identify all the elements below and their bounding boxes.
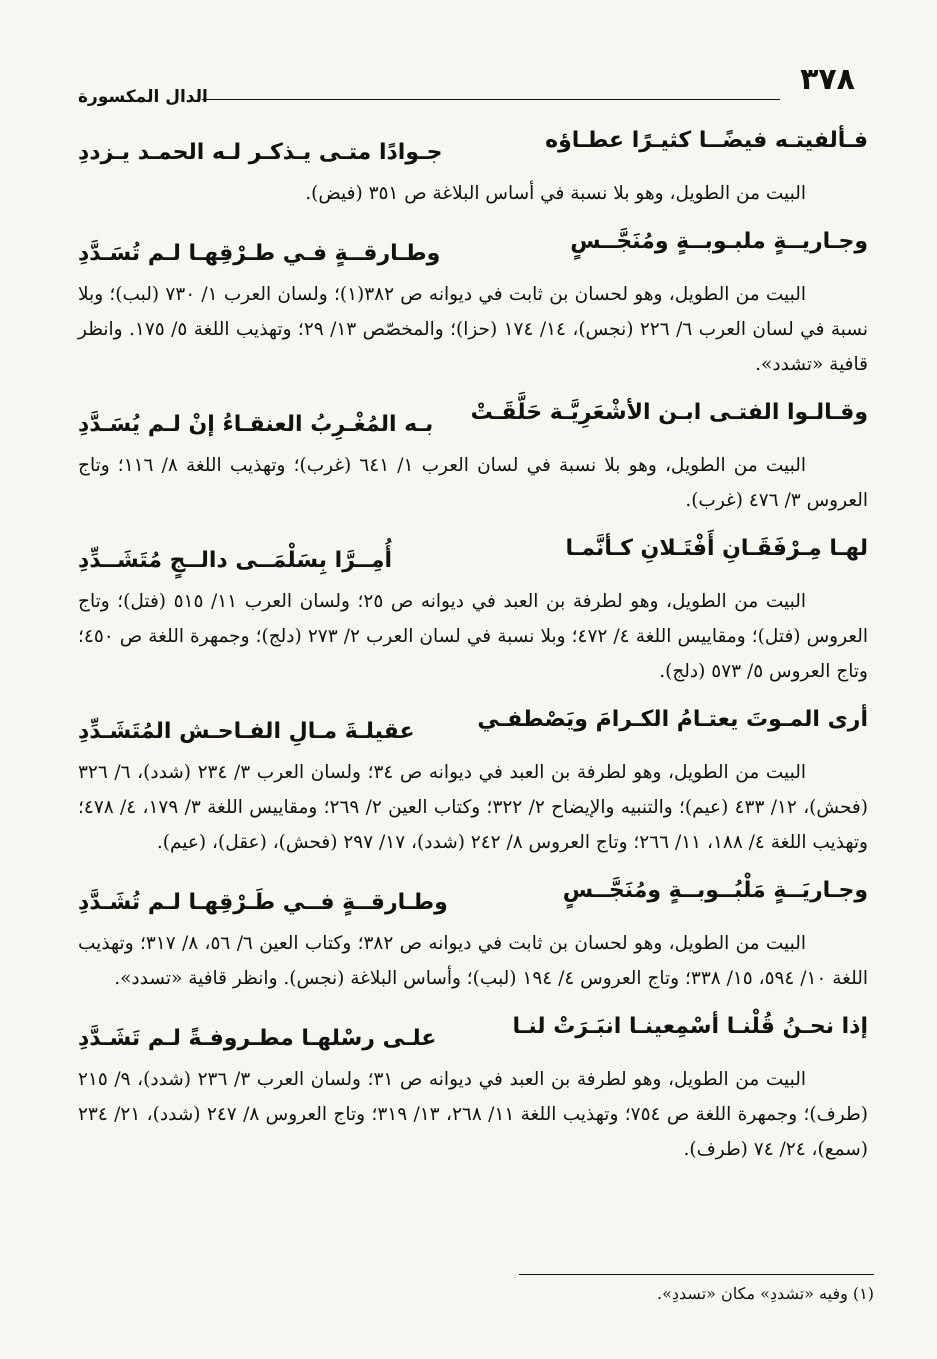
second-hemistich: علـى رسْلهـا مطـروفـةً لـم تَشَـدَّدِ — [78, 1026, 437, 1051]
verse-entry — [78, 394, 868, 518]
verse-commentary: البيت من الطويل، وهو لحسان بن ثابت في ديوانه ص ٣٨٢؛ وكتاب العين ٦/ ٥٦، ٨/ ٣١٧؛ وتهذيب اللغة ١٠/ ٥٩٤، ١٥/ ٣٣٨؛ وتاج العروس ٤/ ١٩٤ (لبب)؛ وأساس البلاغة (نجس). وانظر قافية «تسدد». — [78, 933, 868, 989]
first-hemistich: لهـا مِـرْفَقَـانِ أَفْتَـلانِ كـأنَّمـا — [565, 536, 868, 561]
first-hemistich: أرى المـوتَ يعتـامُ الكـرامَ ويَصْطفـي — [477, 707, 868, 732]
second-hemistich: أُمِــرَّا بِسَلْمَــى دالــجٍ مُتَشَــدِّدِ — [78, 548, 393, 573]
page-number: ٣٧٨ — [800, 62, 855, 97]
verse-entry — [78, 872, 868, 996]
verse-entry — [78, 122, 868, 211]
first-hemistich: وجـاريَــةٍ مَلْبُــوبــةٍ ومُنَجَّــسٍ — [562, 878, 868, 903]
verse-commentary: البيت من الطويل، وهو بلا نسبة في لسان العرب ١/ ٦٤١ (غرب)؛ وتهذيب اللغة ٨/ ١١٦؛ وتاج العروس ٣/ ٤٧٦ (غرب). — [78, 455, 868, 511]
verse-commentary: البيت من الطويل، وهو لطرفة بن العبد في ديوانه ص ٣٤؛ ولسان العرب ٣/ ٢٣٤ (شدد)، ٦/ ٣٢٦ (فحش)، ١٢/ ٤٣٣ (عيم)؛ والتنبيه والإيضاح ٢/ ٣٢٢؛ وكتاب العين ٢/ ٢٦٩؛ ومقاييس اللغة ٣/ ١٧٩، ٤/ ٤٧٨؛ وتهذيب اللغة ٤/ ١٨٨، ١١/ ٢٦٦؛ وتاج العروس ٨/ ٢٤٢ (شدد)، ١٧/ ٢٩٧ (فحش)، (عقل)، (عيم). — [78, 762, 868, 853]
second-hemistich: وطـارقــةٍ فـي طـرْقِهـا لـم تُسَـدَّدِ — [78, 241, 441, 266]
verse-entry — [78, 223, 868, 382]
verse-entry — [78, 530, 868, 689]
footnote-rule — [519, 1274, 874, 1275]
second-hemistich: جـوادًا متـى يـذكـر لـه الحمـد يـزددِ — [78, 140, 443, 165]
first-hemistich: وقـالـوا الفتـى ابـن الأشْعَرِيَّـة حَلَّقَـتْ — [470, 400, 868, 425]
second-hemistich: بـه المُغْـرِبُ العنقـاءُ إنْ لـم يُسَـدَّدِ — [78, 412, 434, 437]
main-text — [78, 122, 868, 1179]
verse-line — [78, 530, 868, 580]
running-head: الدال المكسورة — [78, 87, 208, 107]
second-hemistich: عقيلـةَ مـالِ الفـاحـش المُتَشَـدِّدِ — [78, 719, 415, 744]
first-hemistich: فـألفيتـه فيضًــا كثيـرًا عطـاؤه — [545, 128, 868, 153]
first-hemistich: إذا نحـنُ قُلْنـا أسْمِعينـا انبَـرَتْ لنـا — [512, 1014, 868, 1039]
verse-line — [78, 1008, 868, 1058]
verse-line — [78, 394, 868, 444]
first-hemistich: وجـاريــةٍ ملبـوبــةٍ ومُنَجَّــسٍ — [570, 229, 868, 254]
verse-commentary: البيت من الطويل، وهو لطرفة بن العبد في ديوانه ص ٣١؛ ولسان العرب ٣/ ٢٣٦ (شدد)، ٩/ ٢١٥ (طرف)؛ وجمهرة اللغة ص ٧٥٤؛ وتهذيب اللغة ١١/ ٢٦٨، ١٣/ ٣١٩؛ وتاج العروس ٨/ ٢٤٧ (شدد)، ٢١/ ٢٣٤ (سمع)، ٢٤/ ٧٤ (طرف). — [78, 1069, 868, 1160]
second-hemistich: وطـارقــةٍ فــي طَـرْقِهـا لـم تُشَـدَّدِ — [78, 890, 448, 915]
verse-line — [78, 223, 868, 273]
verse-commentary: البيت من الطويل، وهو لطرفة بن العبد في ديوانه ص ٢٥؛ ولسان العرب ١١/ ٥١٥ (فتل)؛ وتاج العروس (فتل)؛ ومقاييس اللغة ٤/ ٤٧٢؛ وبلا نسبة في لسان العرب ٢/ ٢٧٣ (دلج)؛ وجمهرة اللغة ص ٤٥٠؛ وتاج العروس ٥/ ٥٧٣ (دلج). — [78, 591, 869, 682]
footnote: (١) وفيه «تشددِ» مكان «تسددِ». — [657, 1284, 874, 1303]
header-rule — [202, 99, 780, 100]
verse-entry — [78, 701, 868, 860]
verse-line — [78, 701, 868, 751]
verse-commentary: البيت من الطويل، وهو لحسان بن ثابت في ديوانه ص ٣٨٢(١)؛ ولسان العرب ١/ ٧٣٠ (لبب)؛ وبلا نسبة في لسان العرب ٦/ ٢٢٦ (نجس)، ١٤/ ١٧٤ (حزا)؛ والمخصّص ١٣/ ٢٩؛ وتهذيب اللغة ٥/ ١٧٥. وانظر قافية «تشدد». — [78, 284, 869, 375]
verse-line — [78, 872, 868, 922]
verse-entry — [78, 1008, 868, 1167]
verse-line — [78, 122, 868, 172]
verse-commentary: البيت من الطويل، وهو بلا نسبة في أساس البلاغة ص ٣٥١ (فيض). — [305, 183, 806, 204]
